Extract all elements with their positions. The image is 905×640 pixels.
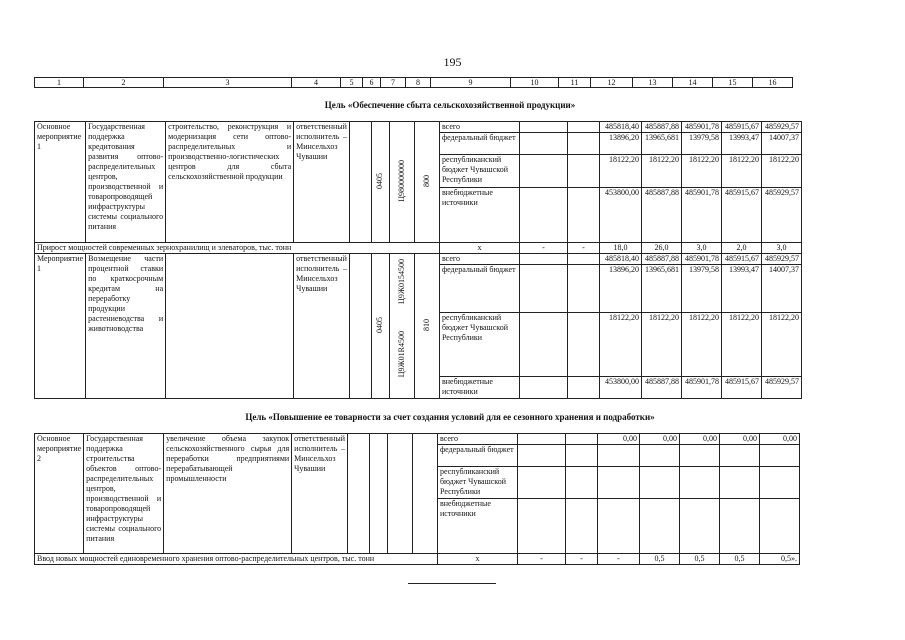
empty-cell: [567, 313, 599, 377]
main-measure-2-title: Государственная поддержка строительства объектов оптово-распределительных центров, производственной и товаропроводящей инфраструктуры системы социального питания: [84, 434, 164, 554]
measure-1-target-code-b: Ц9Ж01R4500: [389, 313, 414, 399]
value-cell: [719, 467, 759, 499]
value-cell: [597, 467, 639, 499]
value-cell: 18122,20: [721, 155, 761, 188]
empty-cell: [567, 122, 599, 133]
main-measure-1-col5: [349, 122, 371, 243]
indicator-value: 0,5: [639, 554, 679, 565]
indicator-value: -: [597, 554, 639, 565]
value-cell: [679, 467, 719, 499]
goal-heading-2: Цель «Повышение ее товарности за счет создания условий для ее сезонного хранения и подработки»: [245, 412, 655, 422]
value-cell: 18122,20: [681, 313, 721, 377]
value-cell: 485929,57: [761, 254, 801, 265]
empty-cell: [519, 265, 567, 313]
col-number: 7: [381, 78, 406, 88]
value-cell: 485915,67: [721, 188, 761, 243]
program-table-1: [34, 121, 802, 399]
value-cell: [679, 445, 719, 467]
value-cell: 14007,37: [761, 265, 801, 313]
value-cell: 485901,78: [681, 254, 721, 265]
value-cell: 13965,681: [641, 265, 681, 313]
value-cell: 13896,20: [599, 133, 641, 155]
col-number: 2: [84, 78, 164, 88]
value-cell: 18122,20: [599, 155, 641, 188]
value-cell: 18122,20: [761, 155, 801, 188]
empty-cell: [517, 434, 565, 445]
indicator-cell: -: [519, 243, 567, 254]
value-cell: 485929,57: [761, 377, 801, 399]
value-cell: 18122,20: [681, 155, 721, 188]
empty-cell: [565, 499, 597, 554]
empty-cell: [565, 445, 597, 467]
empty-cell: [567, 188, 599, 243]
page-number: 195: [443, 55, 462, 69]
value-cell: [759, 467, 799, 499]
value-cell: 485901,78: [681, 188, 721, 243]
funding-source: федеральный бюджет: [439, 265, 519, 313]
indicator-value: 26,0: [641, 243, 681, 254]
measure-1-title: Возмещение части процентной ставки по краткосрочным кредитам на переработку продукции растениеводства и животноводства: [86, 254, 166, 399]
col-number: 1: [35, 78, 84, 88]
empty-cell: [517, 445, 565, 467]
empty-cell: [567, 377, 599, 399]
empty-cell: [387, 434, 412, 554]
empty-cell: [519, 155, 567, 188]
value-cell: 485901,78: [681, 122, 721, 133]
main-measure-1-result: строительство, реконструкция и модернизация сети оптово-распределительных и производственно-логистических центров для сбыта сельскохозяйственной продукции: [166, 122, 294, 243]
measure-1-result: [166, 254, 294, 399]
main-measure-1-section: 0405: [371, 122, 389, 243]
main-measure-2-result: увеличение объема закупок сельскохозяйственного сырья для переработки предприятиями перерабатывающей промышленности: [164, 434, 292, 554]
funding-source: федеральный бюджет: [437, 445, 517, 467]
measure-1-target-code-a: Ц9Ж0154500: [389, 254, 414, 313]
indicator-value: 0,5: [719, 554, 759, 565]
col-number: 11: [559, 78, 591, 88]
value-cell: 13993,47: [721, 133, 761, 155]
value-cell: 0,00: [679, 434, 719, 445]
indicator-value: 2,0: [721, 243, 761, 254]
col-number: 9: [431, 78, 511, 88]
goal-heading-1: Цель «Обеспечение сбыта сельскохозяйственной продукции»: [324, 100, 576, 110]
indicator-label: Прирост мощностей современных зернохранилищ и элеваторов, тыс. тонн: [35, 243, 440, 254]
value-cell: 485929,57: [761, 122, 801, 133]
funding-source: всего: [439, 254, 519, 265]
indicator-cell: х: [439, 243, 519, 254]
empty-cell: [519, 313, 567, 377]
measure-1-col5: [349, 254, 371, 399]
indicator-value: 3,0: [681, 243, 721, 254]
value-cell: 485915,67: [721, 377, 761, 399]
value-cell: 0,00: [597, 434, 639, 445]
col-number: 14: [673, 78, 713, 88]
value-cell: 13965,681: [641, 133, 681, 155]
indicator-value: 0,5».: [759, 554, 799, 565]
value-cell: 485915,67: [721, 122, 761, 133]
measure-1-expense-type: 810: [414, 254, 439, 399]
value-cell: 13993,47: [721, 265, 761, 313]
value-cell: 18122,20: [721, 313, 761, 377]
value-cell: 13979,58: [681, 133, 721, 155]
value-cell: [639, 445, 679, 467]
empty-cell: [567, 133, 599, 155]
value-cell: 0,00: [719, 434, 759, 445]
main-measure-2-label: Основное мероприятие 2: [35, 434, 84, 554]
col-number: 10: [511, 78, 559, 88]
funding-source: федеральный бюджет: [439, 133, 519, 155]
main-measure-1-label: Основное мероприятие 1: [35, 122, 86, 243]
empty-cell: [567, 254, 599, 265]
empty-cell: [519, 133, 567, 155]
col-number: 15: [713, 78, 753, 88]
funding-source: всего: [437, 434, 517, 445]
empty-cell: [567, 265, 599, 313]
value-cell: [597, 445, 639, 467]
value-cell: 485915,67: [721, 254, 761, 265]
funding-source: внебюджетные источники: [437, 499, 517, 554]
footnote-divider: [408, 583, 496, 584]
empty-cell: [567, 155, 599, 188]
col-number: 13: [633, 78, 673, 88]
empty-cell: [519, 122, 567, 133]
col-number: 4: [292, 78, 341, 88]
value-cell: 485818,40: [599, 122, 641, 133]
value-cell: [759, 445, 799, 467]
indicator-value: 0,5: [679, 554, 719, 565]
column-number-header: [34, 77, 793, 88]
indicator-cell: -: [567, 243, 599, 254]
indicator-value: 18,0: [599, 243, 641, 254]
measure-1-label: Мероприятие 1: [35, 254, 86, 399]
empty-cell: [369, 434, 387, 554]
funding-source: республиканский бюджет Чувашской Республики: [439, 155, 519, 188]
value-cell: 18122,20: [761, 313, 801, 377]
main-measure-1-executor: ответственный исполнитель – Минсельхоз Чувашии: [294, 122, 350, 243]
empty-cell: [519, 188, 567, 243]
value-cell: [759, 499, 799, 554]
value-cell: 485818,40: [599, 254, 641, 265]
value-cell: 0,00: [639, 434, 679, 445]
value-cell: 485887,88: [641, 377, 681, 399]
value-cell: [639, 467, 679, 499]
funding-source: республиканский бюджет Чувашской Республики: [437, 467, 517, 499]
value-cell: 485887,88: [641, 188, 681, 243]
empty-cell: [517, 499, 565, 554]
value-cell: 453800,00: [599, 188, 641, 243]
indicator-cell: х: [437, 554, 517, 565]
funding-source: внебюджетные источники: [439, 377, 519, 399]
value-cell: [597, 499, 639, 554]
measure-1-executor: ответственный исполнитель – Минсельхоз Чувашии: [294, 254, 350, 399]
value-cell: 485901,78: [681, 377, 721, 399]
col-number: 12: [591, 78, 633, 88]
value-cell: 13979,58: [681, 265, 721, 313]
value-cell: 485929,57: [761, 188, 801, 243]
empty-cell: [565, 467, 597, 499]
empty-cell: [565, 434, 597, 445]
funding-source: всего: [439, 122, 519, 133]
empty-cell: [412, 434, 437, 554]
funding-source: республиканский бюджет Чувашской Республики: [439, 313, 519, 377]
value-cell: [719, 499, 759, 554]
col-number: 8: [406, 78, 431, 88]
value-cell: [679, 499, 719, 554]
value-cell: 18122,20: [641, 313, 681, 377]
main-measure-2-executor: ответственный исполнитель – Минсельхоз Чувашии: [292, 434, 348, 554]
col-number: 6: [363, 78, 381, 88]
value-cell: 485887,88: [641, 122, 681, 133]
main-measure-1-title: Государственная поддержка кредитования развития оптово-распределительных центров, производственной и товаропроводящей инфраструктуры системы социального питания: [86, 122, 166, 243]
value-cell: 13896,20: [599, 265, 641, 313]
indicator-cell: -: [517, 554, 565, 565]
main-measure-1-target-code: Ц980000000: [389, 122, 414, 243]
col-number: 5: [341, 78, 363, 88]
value-cell: [719, 445, 759, 467]
main-measure-1-expense-type: 800: [414, 122, 439, 243]
indicator-value: 3,0: [761, 243, 801, 254]
empty-cell: [347, 434, 369, 554]
value-cell: 0,00: [759, 434, 799, 445]
value-cell: 14007,37: [761, 133, 801, 155]
value-cell: 485887,88: [641, 254, 681, 265]
indicator-cell: -: [565, 554, 597, 565]
value-cell: [639, 499, 679, 554]
col-number: 16: [753, 78, 793, 88]
value-cell: 18122,20: [641, 155, 681, 188]
program-table-2: [34, 433, 800, 565]
empty-cell: [519, 377, 567, 399]
funding-source: внебюджетные источники: [439, 188, 519, 243]
value-cell: 453800,00: [599, 377, 641, 399]
indicator-label: Ввод новых мощностей единовременного хранения оптово-распределительных центров, тыс. тонн: [35, 554, 438, 565]
value-cell: 18122,20: [599, 313, 641, 377]
measure-1-section: 0405: [371, 254, 389, 399]
empty-cell: [519, 254, 567, 265]
col-number: 3: [164, 78, 292, 88]
empty-cell: [517, 467, 565, 499]
